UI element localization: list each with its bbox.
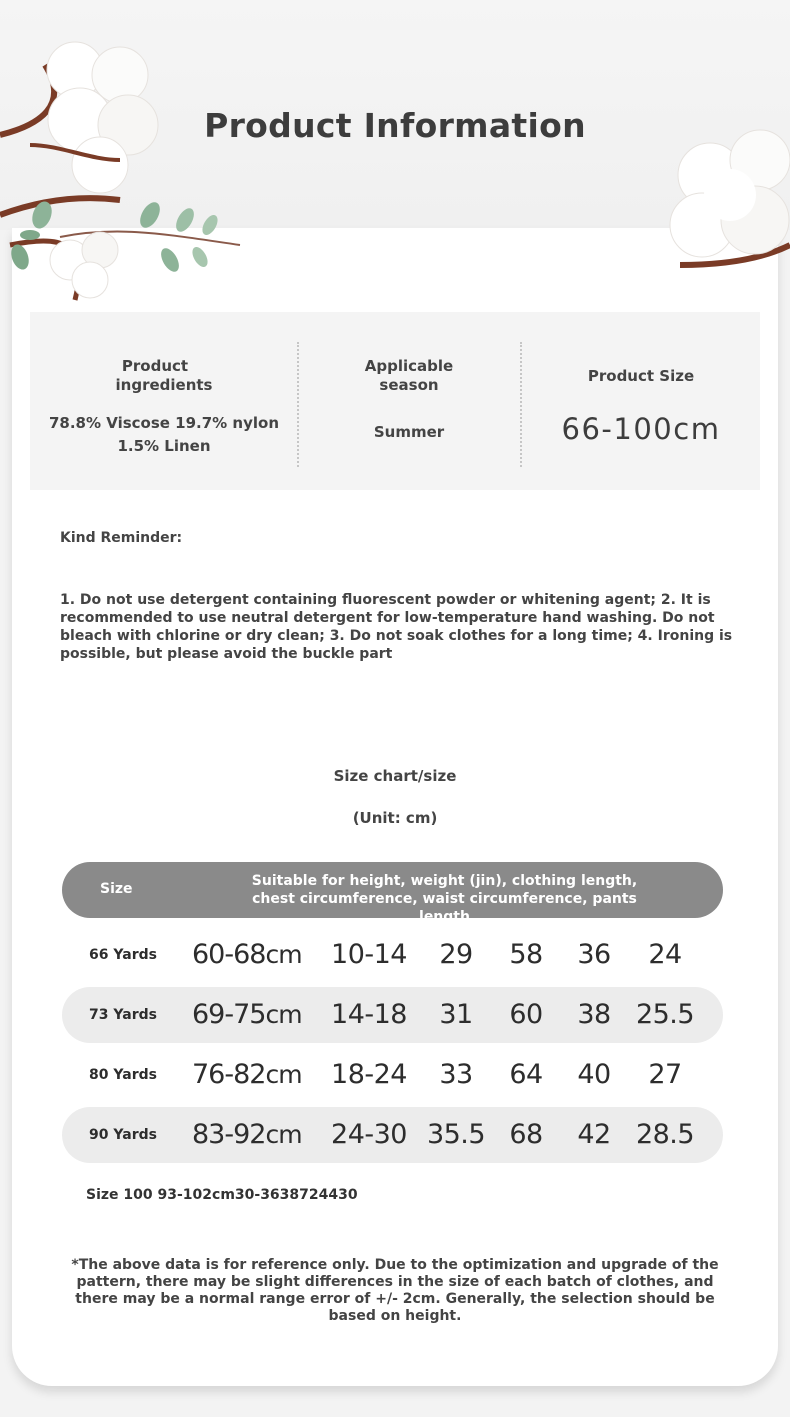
ingredients-value-line2: 1.5% Linen [117,437,211,455]
row-weight: 18-24 [331,1059,407,1090]
table-row [62,927,723,983]
row-chest: 58 [509,939,543,970]
row-waist: 40 [577,1059,611,1090]
row-pants: 25.5 [635,999,695,1030]
ingredients-label-line2: ingredients [110,376,219,395]
row-pants: 24 [648,939,682,970]
cotton-branch-left-icon [0,25,250,305]
size-chart-title: Size chart/size [333,767,457,785]
header-size: Size [100,881,133,897]
row-height: 76-82cm [192,1059,302,1090]
size-column [522,312,760,490]
season-column [298,312,520,490]
header-description: Suitable for height, weight (jin), clothing length, chest circumference, waist circumference, pants length [251,873,638,925]
reference-note: *The above data is for reference only. Due to the optimization and upgrade of the pattern, there may be slight differences in the size of each batch of clothes, and there may be a normal range error of +/- 2cm. Generally, the selection should be based on height. [71,1257,719,1324]
table-row [62,1047,723,1103]
season-value: Summer [373,423,445,441]
row-pants: 27 [648,1059,682,1090]
size-table-header [62,862,723,925]
row-waist: 42 [577,1119,611,1150]
row-weight: 10-14 [331,939,407,970]
row-chest: 60 [509,999,543,1030]
row-chest: 68 [509,1119,543,1150]
page-title: Product Information [204,106,586,145]
reminder-text: 1. Do not use detergent containing fluorescent powder or whitening agent; 2. It is recommended to use neutral detergent for low-temperature hand washing. Do not bleach with chlorine or dry clean; 3. Do not soak clothes for a long time; 4. Ironing is possible, but please avoid the buckle part [60,592,733,662]
row-size: 73 Yards [89,1007,157,1023]
season-label-line2: season [373,376,444,395]
row-size: 90 Yards [89,1127,157,1143]
row-weight: 14-18 [331,999,407,1030]
ingredients-column [30,312,298,490]
row-size: 66 Yards [89,947,157,963]
table-row [62,987,723,1043]
row-height: 83-92cm [192,1119,302,1150]
row-waist: 36 [577,939,611,970]
product-size-value: 66-100cm [561,412,721,446]
row-height: 60-68cm [192,939,302,970]
row-pants: 28.5 [635,1119,695,1150]
row-waist: 38 [577,999,611,1030]
row-clothing-length: 33 [439,1059,473,1090]
row-height: 69-75cm [192,999,302,1030]
row-clothing-length: 31 [439,999,473,1030]
row-weight: 24-30 [331,1119,407,1150]
ingredients-label-line1: Product [121,357,189,375]
size-chart-unit: (Unit: cm) [352,809,438,827]
ingredients-value-line1: 78.8% Viscose 19.7% nylon [48,414,280,432]
product-size-label: Product Size [582,367,700,386]
row-chest: 64 [509,1059,543,1090]
row-size: 80 Yards [89,1067,157,1083]
row-clothing-length: 29 [439,939,473,970]
product-info-box [30,312,760,490]
size-100-line: Size 100 93-102cm30-3638724430 [86,1187,358,1203]
table-row [62,1107,723,1163]
row-clothing-length: 35.5 [426,1119,486,1150]
cotton-ball-right-icon [660,125,790,280]
season-label-line1: Applicable [364,357,454,375]
reminder-title: Kind Reminder: [60,530,183,546]
